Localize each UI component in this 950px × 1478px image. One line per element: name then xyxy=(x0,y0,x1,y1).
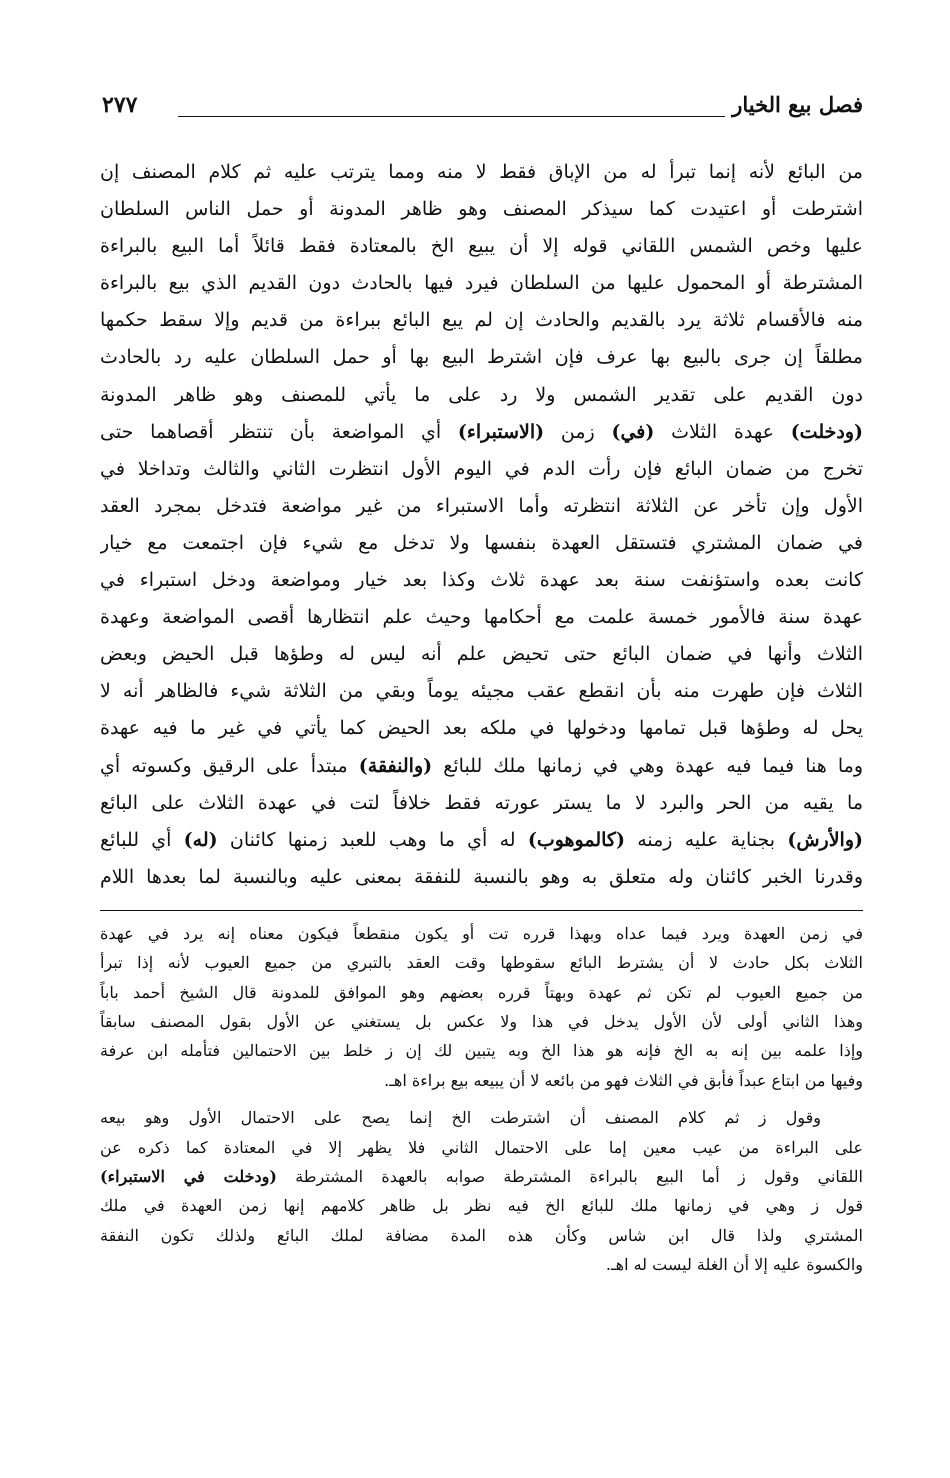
text-line: وقدرنا الخبر كائنان وله متعلق به وهو بالنسبة للنفقة بمعنى عليه وبالنسبة لما بعدها اللام xyxy=(100,865,863,888)
text-line: عليها وخص الشمس اللقاني قوله إلا أن يبيع الخ بالمعتادة فقط قائلاً أما البيع بالبراءة xyxy=(100,235,863,258)
text-line: عهدة سنة فالأمور خمسة علمت مع أحكامها وحيث علم انتظارها أقصى المواضعة وعهدة xyxy=(100,606,863,629)
text-line: الأول وإن تأخر عن الثلاثة انتظرته وأما الاستبراء من غير مواضعة فتدخل بمجرد العقد xyxy=(100,494,863,517)
text-line: يحل له وطؤها قبل تمامها ودخولها في ملكه بعد الحيض كما يأتي في غير ما فيه عهدة xyxy=(100,717,863,740)
note-line: على البراءة من عيب معين إما على الاحتمال الثاني فلا يظهر إلا في المعتادة كما ذكره عن xyxy=(100,1137,863,1157)
note-line: في زمن العهدة ويرد فيما عداه وبهذا قرره تت أو يكون منقطعاً فيكون معناه إنه يرد في عهدة xyxy=(100,923,863,943)
matn-term: (ودخلت) xyxy=(790,420,863,443)
text-run: اللقاني وقول ز أما البيع بالبراءة المشترطة صوابه بالعهدة المشترطة xyxy=(276,1167,863,1186)
matn-term: (له) xyxy=(183,828,218,851)
main-text xyxy=(100,154,863,896)
text-line: من البائع لأنه إنما تبرأ له من الإباق فقط لا منه ومما يترتب عليه ثم كلام المصنف إن xyxy=(100,161,863,183)
note-line: وهذا الثاني أولى لأن الأول يدخل في هذا ولا عكس بل يستغني عن الأول بقول المصنف سابقاً xyxy=(100,1012,863,1032)
text-line: الثلاث فإن طهرت منه بأن انقطع عقب مجيئه يوماً وبقي من الثلاثة شيء فالظاهر أنه لا xyxy=(100,680,863,703)
text-run: زمن xyxy=(544,420,612,443)
note-line: قول ز وهي في زمانها ملك للبائع الخ فيه نظر بل ظاهر كلامهم إنها زمن العهدة في ملك xyxy=(100,1196,863,1216)
text-line: الثلاث وأنها في ضمان البائع حتى تحيض علم أنه ليس له وطؤها قبل الحيض وبعض xyxy=(100,643,863,666)
text-line: تخرج من ضمان البائع فإن رأت الدم في اليوم الأول انتظرت الثاني والثالث وتداخلا في xyxy=(100,457,863,480)
running-header xyxy=(100,92,863,132)
chapter-title: فصل بيع الخيار xyxy=(732,92,863,117)
matn-term: (الاستبراء) xyxy=(457,420,545,443)
text-run: أي للبائع xyxy=(100,828,184,851)
text-line: كانت بعده واستؤنفت سنة بعد عهدة ثلاث وكذا بعد خيار ومواضعة ودخل استبراء في xyxy=(100,569,863,592)
footnote-separator xyxy=(100,910,863,911)
text-line: ما يقيه من الحر والبرد لا ما يستر عورته فقط خلافاً لتت في عهدة الثلاث على البائع xyxy=(100,791,863,814)
note-line xyxy=(100,1162,863,1191)
text-run: أي المواضعة بأن تنتظر أقصاهما حتى xyxy=(100,420,458,443)
text-run: مبتدأ على الرقيق وكسوته أي xyxy=(100,754,359,777)
note-line: وإذا علمه بين إنه به الخ فإنه هو هذا الخ وبه يتبين لك إن ز خلط بين الاحتمالين فتأمله ابن عرفة xyxy=(100,1041,863,1061)
text-run: عهدة الثلاث xyxy=(654,420,791,443)
text-line: المشترطة أو المحمول عليها من السلطان فيرد فيها بالحادث دون القديم الذي بيع بالبراءة xyxy=(100,272,863,295)
text-line: في ضمان المشتري فتستقل العهدة بنفسها ولا تدخل مع شيء فإن اجتمعت مع خيار xyxy=(100,531,863,554)
matn-term: (ودخلت في الاستبراء) xyxy=(100,1167,277,1186)
text-line: اشترطت أو اعتيدت كما سيذكر المصنف وهو ظاهر المدونة أو حمل الناس السلطان xyxy=(100,198,863,221)
note-line: والكسوة عليه إلا أن الغلة ليست له اهـ. xyxy=(605,1255,863,1275)
note-line: المشتري ولذا قال ابن شاس وكأن هذه المدة مضافة لملك البائع ولذلك تكون النفقة xyxy=(100,1225,863,1245)
text-line: دون القديم على تقدير الشمس ولا رد على ما يأتي للمصنف وهو ظاهر المدونة xyxy=(100,383,863,406)
paragraph-gap xyxy=(100,1095,863,1103)
text-line xyxy=(100,822,863,859)
header-rule xyxy=(178,116,725,117)
text-run: له أي ما وهب للعبد زمنها كائنان xyxy=(217,828,528,851)
footnotes xyxy=(100,919,863,1280)
matn-term: (في) xyxy=(611,420,655,443)
text-line xyxy=(100,748,863,785)
text-line: منه فالأقسام ثلاثة يرد بالقديم والحادث إن لم يبع البائع ببراءة من قديم وإلا سقط حكمها xyxy=(100,309,863,332)
matn-term: (والنفقة) xyxy=(358,754,433,777)
note-line: من جميع العيوب لم تكن ثم عهدة وبهتاً قرره بعضهم وهو الموافق للمدونة قال الشيخ أحمد باباً xyxy=(100,982,863,1002)
matn-term: (كالموهوب) xyxy=(527,828,625,851)
text-run: وما هنا فيما فيه عهدة وهي في زمانها ملك للبائع xyxy=(432,754,863,777)
text-line: مطلقاً إن جرى بالبيع بها عرف فإن اشترط البيع بها أو حمل السلطان عليه رد بالحادث xyxy=(100,346,863,369)
note-line: وقول ز ثم كلام المصنف أن اشترطت الخ إنما يصح على الاحتمال الأول وهو بيعه xyxy=(100,1108,821,1128)
matn-term: (والأرش) xyxy=(787,828,863,851)
text-line xyxy=(100,414,863,451)
page-number: ٢٧٧ xyxy=(102,92,138,118)
text-run: بجناية عليه زمنه xyxy=(624,828,788,851)
note-line: وفيها من ابتاع عبداً فأبق في الثلاث فهو من بائعه لا أن يبيعه بيع براءة اهـ. xyxy=(384,1070,863,1090)
note-line: الثلاث بكل حادث لا أن يشترط البائع سقوطها وقت العقد بالتبري من جميع العيوب لأنه إذا تبرأ xyxy=(100,953,863,973)
book-page xyxy=(100,92,863,1280)
